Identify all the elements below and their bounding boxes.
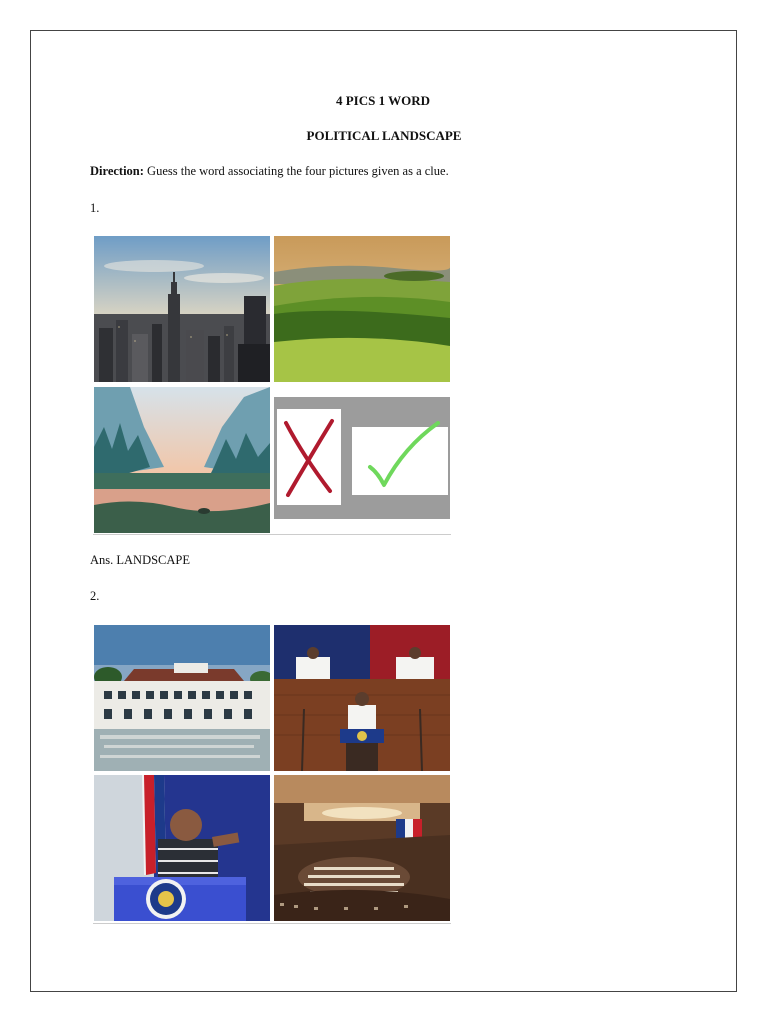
direction-text — [90, 164, 449, 179]
direction-label: Direction: — [90, 164, 144, 178]
green-hills-image — [274, 236, 450, 382]
puzzle-answer-1: Ans. LANDSCAPE — [90, 553, 191, 567]
city-skyline-image — [94, 236, 270, 382]
palace-building-image — [94, 625, 270, 771]
legislative-hall-image — [274, 775, 450, 921]
picture-grid-1 — [93, 236, 451, 535]
document-subtitle: POLITICAL LANDSCAPE — [306, 128, 462, 143]
document-title: 4 PICS 1 WORD — [335, 93, 431, 108]
congress-speech-image — [274, 625, 450, 771]
puzzle-number-2: 2. — [90, 589, 100, 603]
mountain-valley-image — [94, 387, 270, 533]
cross-and-check-image — [274, 387, 450, 533]
puzzle-number-1: 1. — [90, 201, 100, 215]
direction-body: Guess the word associating the four pictures given as a clue. — [143, 164, 449, 178]
picture-grid-2 — [93, 625, 451, 924]
president-podium-image — [94, 775, 270, 921]
